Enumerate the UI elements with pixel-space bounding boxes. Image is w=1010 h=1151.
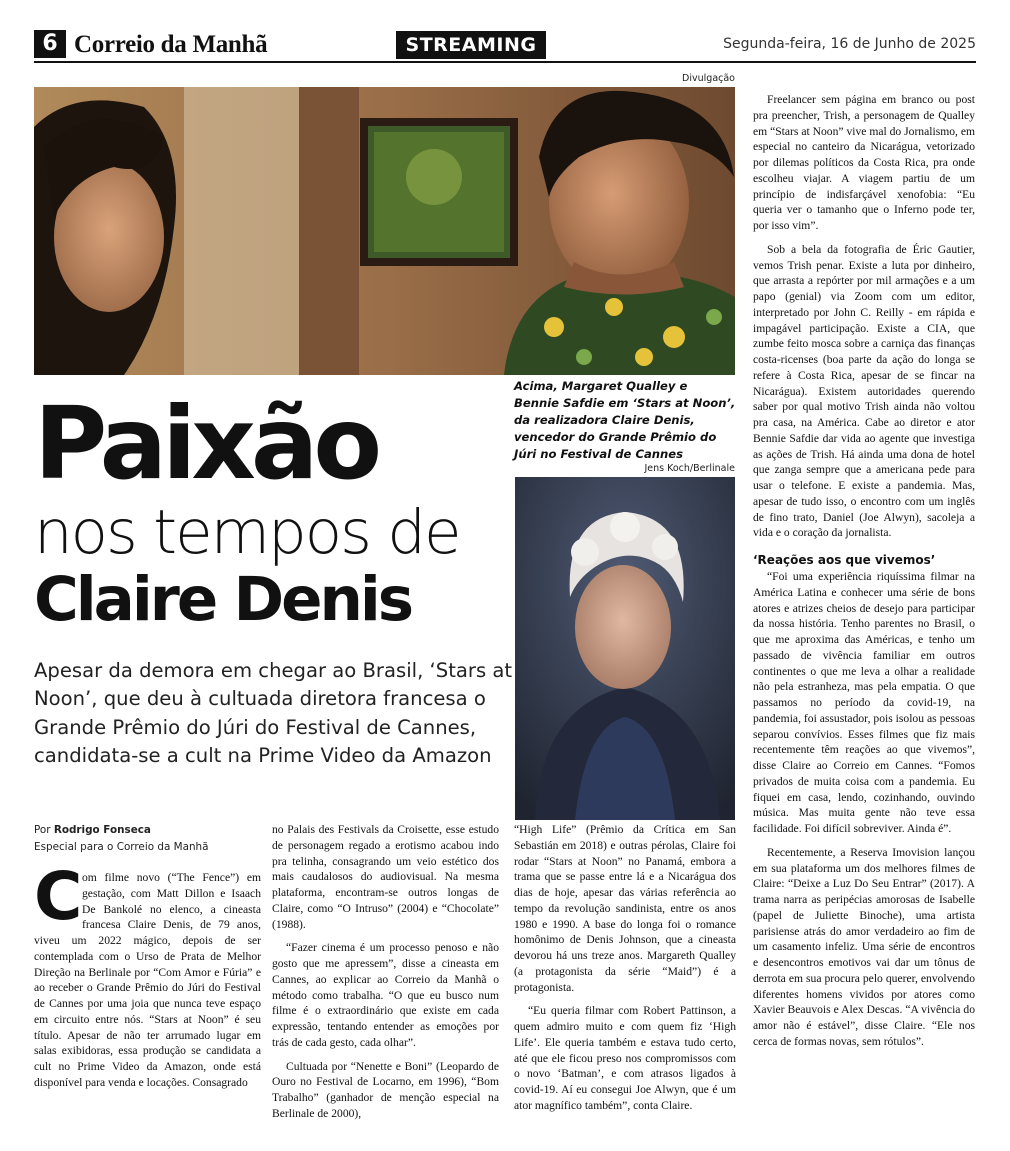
- article-column-2: [272, 822, 499, 1122]
- paragraph: om filme novo (“The Fence”) em gestação, com Matt Dillon e Isaach De Bankolé no elenco, a cineasta francesa Claire Denis, de 79 anos, viveu um 2022 mágico, depois de ser contemplada com o Urso de Prata de Melhor Direção na Berlinale por “Com Amor e Fúria” e ao receber o Grande Prêmio do Júri do Festival de Cannes por uma joia que nunca teve espaço em circuito entre nós. “Stars at Noon” é seu título. Apesar de não ter arrumado lugar em salas exibidoras, essa produção se candidata a cult no Prime Video da Amazon, onde está disponível para venda e locações. Consagrado: [34, 871, 261, 1089]
- headline-line1: Paixão: [34, 385, 378, 502]
- paragraph: Freelancer sem página em branco ou post pra preencher, Trish, a personagem de Qualley em “Stars at Noon” vive mal do Jornalismo, em especial no canteiro da Nicarágua, vetorizado por dilemas políticos da Costa Rica, pra onde escolheu viajar. A viagem partiu de um princípio de indisfarçável xenofobia: “Eu queria ver o tamanho que o Inferno pode ter, por isso vim”.: [753, 93, 975, 232]
- paragraph: Cultuada por “Nenette e Boni” (Leopardo de Ouro no Festival de Locarno, em 1996), “Bom Trabalho” (ganhador de menção especial na Berlinale de 2000),: [272, 1059, 499, 1120]
- headline-line2: nos tempos de: [34, 497, 460, 568]
- headline-line3: Claire Denis: [34, 564, 412, 635]
- paragraph: “Eu queria filmar com Robert Pattinson, a quem admiro muito e com quem fiz ‘High Life’. Ele queria também e estava tudo certo, até que ele ficou preso nos compromissos com o novo ‘Batman’, e com atrasos ligados à covid-19. Aí eu consegui Joe Alwyn, que é um ator magnífico também”, conta Claire.: [514, 1004, 736, 1112]
- paragraph: no Palais des Festivals da Croisette, esse estudo de personagem regado a erotismo acabou indo pra telinha, consagrando um veio estético dos mais caudalosos do audiovisual. Na mesma plataforma, encontram-se outros longas de Claire, como “O Intruso” (2004) e “Chocolate” (1988).: [272, 823, 499, 931]
- paragraph: “Fazer cinema é um processo penoso e não gosto que me apressem”, disse a cineasta em Cannes, ao explicar ao Correio da Manhã o método como trabalha. “O que eu busco num filme é o extraordinário que existe em cada expressão, tentando entender as emoções por trás de cada gesto, cada olhar”.: [272, 941, 499, 1049]
- byline-prefix: Por: [34, 824, 51, 836]
- byline-author: Rodrigo Fonseca: [53, 824, 151, 836]
- page-number: 6: [34, 30, 66, 58]
- paragraph: Recentemente, a Reserva Imovision lançou em sua plataforma um dos melhores filmes de Claire: “Deixe a Luz Do Seu Entrar” (2017). A trama narra as peripécias amorosas de Isabelle (papel de Juliette Binoche), uma artista parisiense atrás do amor verdadeiro ao fim de um casamento infeliz. Uma série de encontros e desencontros emotivos vai dar um tônus de derrota em sua procura pelo querer, envolvendo diferentes homens vividos por atores como Xavier Beauvois e Alex Descas. “A vivência do amor não é estável”, disse Claire. “Ele nos cerca de formas novas, sem rótulos”.: [753, 845, 975, 1048]
- photo-caption: Acima, Margaret Qualley e Bennie Safdie em ‘Stars at Noon’, da realizadora Claire Denis, vencedor do Grande Prêmio do Júri no Festival de Cannes: [514, 379, 736, 461]
- photo-credit-main: Divulgação: [682, 73, 735, 84]
- article-column-1: [34, 858, 261, 1091]
- article-column-3: [514, 822, 736, 1114]
- paragraph: Sob a bela da fotografia de Éric Gautier, vemos Trish penar. Existe a luta por dinheiro, que arrasta a repórter por mil armações e a um papo (genial) via Zoom com um editor, interpretado por John C. Reilly - em rápida e impagável participação. Existe a CIA, que zumbe feito mosca sobre a carniça das finanças costa-ricenses (boa parte da ação do longa se refere à Costa Rica, apesar de se fincar na Nicarágua). Existem autoridades querendo saber por qual motivo Trish ainda não voltou pra casa, na América. Cabe ao diretor e ator Bennie Safdie dar vida ao agente que investiga as ações de Trish. Há ainda uma dona de hotel que zanga sempre que a americana pede para usar o telefone. E existe a pandemia. Mas, apesar de tudo isso, o encontro com um inglês de fino trato, Daniel (Joe Alwyn), sacoleja a vida e o coração da jornalista.: [753, 242, 975, 540]
- header-divider: [34, 61, 976, 63]
- article-column-4: [753, 92, 975, 1050]
- paragraph: “Foi uma experiência riquíssima filmar na América Latina e conhecer uma série de bons atores e atrizes cheios de desejo para participar da nossa história. Tenho parentes no Brasil, o que me aproxima das Américas, e tenho um passado de vivência familiar em outros continentes o que me leva a olhar a realidade não pela estranheza, mas pela empatia. O que passamos no período da covid-19, na pandemia, foi assustador, pois isolou as pessoas separou convívios. Esses filmes que fiz mais recentemente têm reações ao que vivemos”, disse Claire ao Correio em Cannes. “Fomos privados de muita coisa com a pandemia. Eu fiquei em casa, lendo, cozinhando, ouvindo música. Mas muita gente não teve essa facilidade. Foi difícil sobreviver. Ainda é”.: [753, 570, 975, 835]
- section-label: STREAMING: [396, 31, 546, 59]
- paragraph: “High Life” (Prêmio da Crítica em San Sebastián em 2018) e outras pérolas, Claire foi rodar “Stars at Noon” no Panamá, embora a trama que se passe entre lá e a Nicarágua dos dias de hoje, apesar das várias referência ao tempo da revolução sandinista, entre os anos 1980 e 1990. A base do longa foi o romance homônimo de Denis Johnson, que a cineasta devorou há uns treze anos. Margareth Qualley (a protagonista da série “Maid”) é a protagonista.: [514, 823, 736, 994]
- byline: [34, 822, 209, 856]
- dateline: Segunda-feira, 16 de Junho de 2025: [723, 36, 976, 52]
- byline-role: Especial para o Correio da Manhã: [34, 841, 209, 853]
- portrait-photo: [515, 477, 735, 820]
- drop-cap: C: [34, 858, 83, 935]
- lead-photo: [34, 87, 735, 375]
- section-subhead: ‘Reações aos que vivemos’: [753, 553, 936, 567]
- photo-credit-portrait: Jens Koch/Berlinale: [644, 463, 735, 474]
- masthead-title: Correio da Manhã: [74, 31, 268, 58]
- subheadline: Apesar da demora em chegar ao Brasil, ‘Stars at Noon’, que deu à cultuada diretora francesa o Grande Prêmio do Júri do Festival de Cannes, candidata-se a cult na Prime Video da Amazon: [34, 659, 513, 768]
